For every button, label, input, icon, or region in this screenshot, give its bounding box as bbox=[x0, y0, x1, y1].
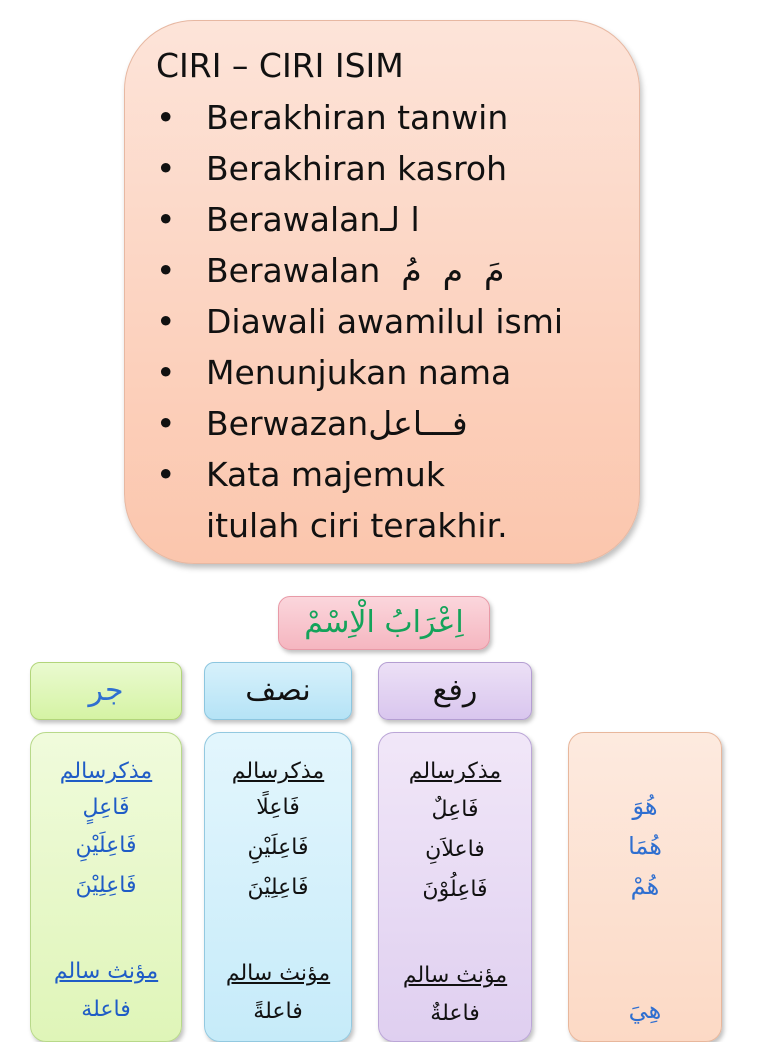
list-item: مذكرسالم bbox=[408, 759, 502, 784]
list-item: فَاعِلُوْنَ bbox=[422, 877, 488, 902]
bullet-dot: • bbox=[156, 353, 176, 392]
list-item: هِيَ bbox=[628, 996, 662, 1024]
list-item: مذكرسالم bbox=[231, 759, 325, 784]
bullet-dot: • bbox=[156, 251, 176, 290]
bullet-text: Menunjukan nama bbox=[206, 353, 512, 392]
bullet-dot: • bbox=[156, 149, 176, 188]
bullet-dot: • bbox=[156, 302, 176, 341]
bullet-arabic: مَ م مُ bbox=[401, 251, 505, 290]
list-item: فَاعِلًا bbox=[256, 795, 300, 820]
bullet-text: Berakhiran kasroh bbox=[206, 149, 508, 188]
bullet-dot: • bbox=[156, 404, 176, 443]
bullet-dot: • bbox=[156, 98, 176, 137]
list-item: فاعلةٌ bbox=[430, 1001, 480, 1026]
bullet-arabic: فـــاعل bbox=[368, 404, 468, 443]
header-jar: جر bbox=[30, 662, 182, 720]
bullet-text: Kata majemuk bbox=[206, 455, 445, 494]
bullet-dot: • bbox=[156, 455, 176, 494]
irob-title: اِعْرَابُ الْاِسْمْ bbox=[278, 596, 490, 650]
list-item: فَاعِلِيْنَ bbox=[247, 875, 309, 900]
list-item: فَاعِلٌ bbox=[431, 797, 479, 822]
list-item: مؤنث سالم bbox=[225, 961, 331, 986]
column-rofa bbox=[378, 732, 532, 1042]
header-rofa: رفع bbox=[378, 662, 532, 720]
list-item: فاعلة bbox=[81, 997, 131, 1022]
list-item: فَاعِلِيْنَ bbox=[75, 873, 137, 898]
list-item: فَاعِلَيْنِ bbox=[75, 833, 137, 858]
bullet-dot: • bbox=[156, 200, 176, 239]
list-item: هُمَا bbox=[628, 832, 662, 860]
list-item: فَاعِلٍ bbox=[82, 795, 130, 820]
ciri-title: CIRI – CIRI ISIM bbox=[156, 46, 404, 85]
list-item: فَاعِلَيْنِ bbox=[247, 835, 309, 860]
list-item: هُوَ bbox=[632, 792, 658, 820]
column-dhamir bbox=[568, 732, 722, 1042]
bullet-text: Berakhiran tanwin bbox=[206, 98, 509, 137]
list-item: مذكرسالم bbox=[59, 759, 153, 784]
column-nasob bbox=[204, 732, 352, 1042]
list-item: مؤنث سالم bbox=[402, 963, 508, 988]
list-item: هُمْ bbox=[630, 872, 660, 900]
bullet-text: Diawali awamilul ismi bbox=[206, 302, 564, 341]
bullet-arabic: ا لـ bbox=[380, 200, 420, 239]
bullet-continuation: itulah ciri terakhir. bbox=[206, 506, 508, 545]
header-nasob: نصف bbox=[204, 662, 352, 720]
column-jar bbox=[30, 732, 182, 1042]
list-item: مؤنث سالم bbox=[53, 959, 159, 984]
list-item: فاعلاَنِ bbox=[425, 837, 485, 862]
bullet-text: Berawalan bbox=[206, 200, 381, 239]
list-item: فاعلةً bbox=[253, 999, 303, 1024]
bullet-text: Berwazan bbox=[206, 404, 369, 443]
bullet-text: Berawalan bbox=[206, 251, 402, 290]
